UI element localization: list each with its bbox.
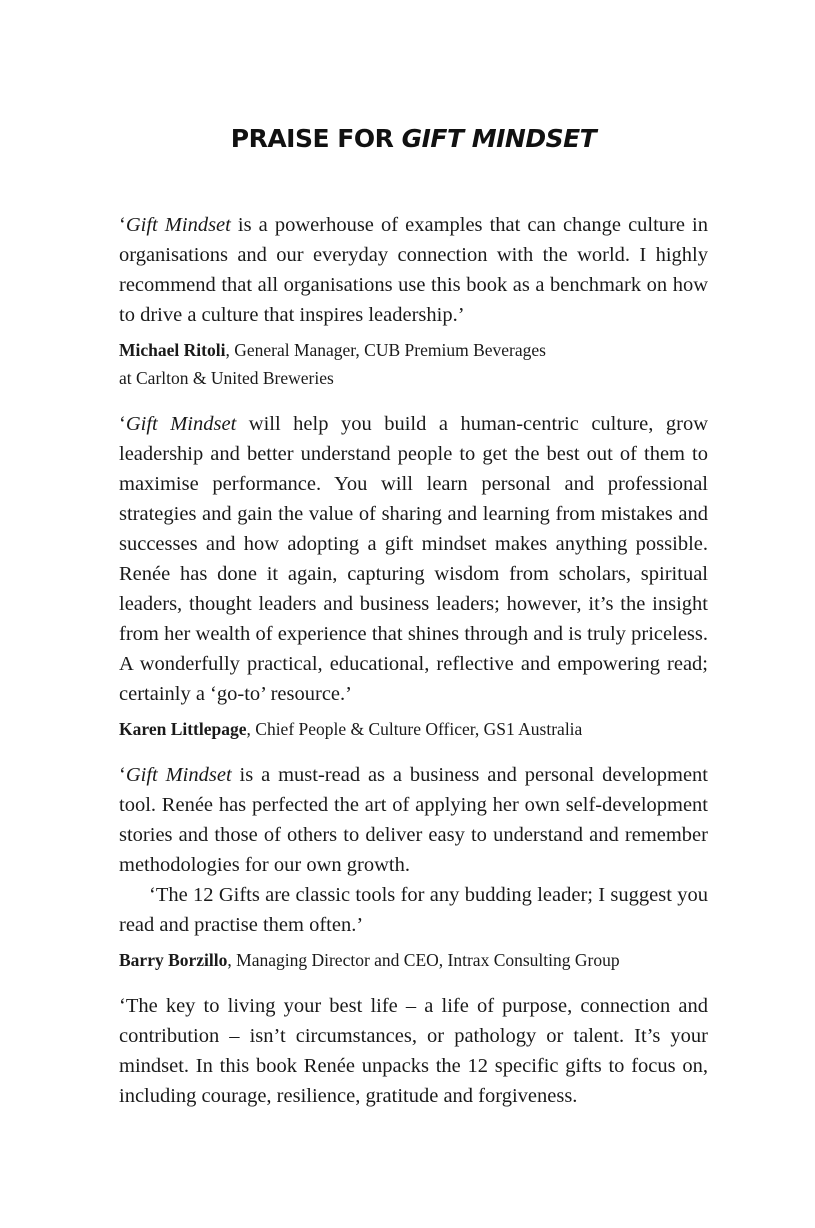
title-prefix: PRAISE FOR	[230, 124, 402, 153]
quote-book-title: Gift Mindset	[125, 413, 237, 435]
testimonial-attribution	[119, 715, 708, 743]
attribution-role-continued: at Carlton & United Breweries	[119, 368, 334, 388]
quote-open-mark: ‘	[119, 764, 126, 786]
attribution-role: , Chief People & Culture Officer, GS1 Australia	[246, 719, 583, 739]
attribution-name: Michael Ritoli	[119, 340, 226, 360]
testimonial-quote	[119, 210, 708, 330]
testimonial-ritoli	[119, 210, 708, 392]
quote-book-title: Gift Mindset	[125, 214, 231, 236]
testimonial-attribution	[119, 946, 708, 974]
testimonial-quote	[119, 409, 708, 709]
testimonial-quote: ‘The key to living your best life – a life of purpose, connection and contribution – isn’t circumstances, or pathology or talent. It’s your mindset. In this book Renée unpacks the 12 specific gifts to focus on, including courage, resilience, gratitude and forgiveness.	[119, 995, 708, 1107]
praise-list	[119, 210, 708, 1111]
quote-open-mark: ‘	[119, 214, 126, 236]
attribution-role: , Managing Director and CEO, Intrax Consulting Group	[227, 950, 620, 970]
testimonial-quote-continued: ‘The 12 Gifts are classic tools for any budding leader; I suggest you read and practise them often.’	[119, 884, 708, 936]
quote-text: is a must-read as a business and personal development tool. Renée has perfected the art of applying her own self-development stories and those of others to deliver easy to understand and remember methodologies for our own growth.	[119, 764, 708, 876]
quote-book-title: Gift Mindset	[125, 764, 232, 786]
testimonial-borzillo	[119, 760, 708, 974]
testimonial-attribution	[119, 336, 708, 392]
page-title	[119, 122, 708, 156]
testimonial-littlepage	[119, 409, 708, 743]
quote-open-mark: ‘	[119, 413, 126, 435]
quote-text: is a powerhouse of examples that can change culture in organisations and our everyday connection with the world. I highly recommend that all organisations use this book as a benchmark on how to drive a culture that inspires leadership.’	[119, 214, 708, 326]
testimonial-unattributed	[119, 991, 708, 1111]
attribution-role: , General Manager, CUB Premium Beverages	[225, 340, 546, 360]
testimonial-quote	[119, 760, 708, 880]
title-book-name: GIFT MINDSET	[401, 124, 597, 153]
attribution-name: Barry Borzillo	[119, 950, 228, 970]
quote-text: will help you build a human-centric culture, grow leadership and better understand people to get the best out of them to maximise performance. You will learn personal and professional strategies and gain the value of sharing and learning from mistakes and successes and how adopting a gift mindset makes anything possible. Renée has done it again, capturing wisdom from scholars, spiritual leaders, thought leaders and business leaders; however, it’s the insight from her wealth of experience that shines through and is truly priceless. A wonderfully practical, educational, reflective and empowering read; certainly a ‘go-to’ resource.’	[119, 413, 708, 705]
attribution-name: Karen Littlepage	[119, 719, 247, 739]
